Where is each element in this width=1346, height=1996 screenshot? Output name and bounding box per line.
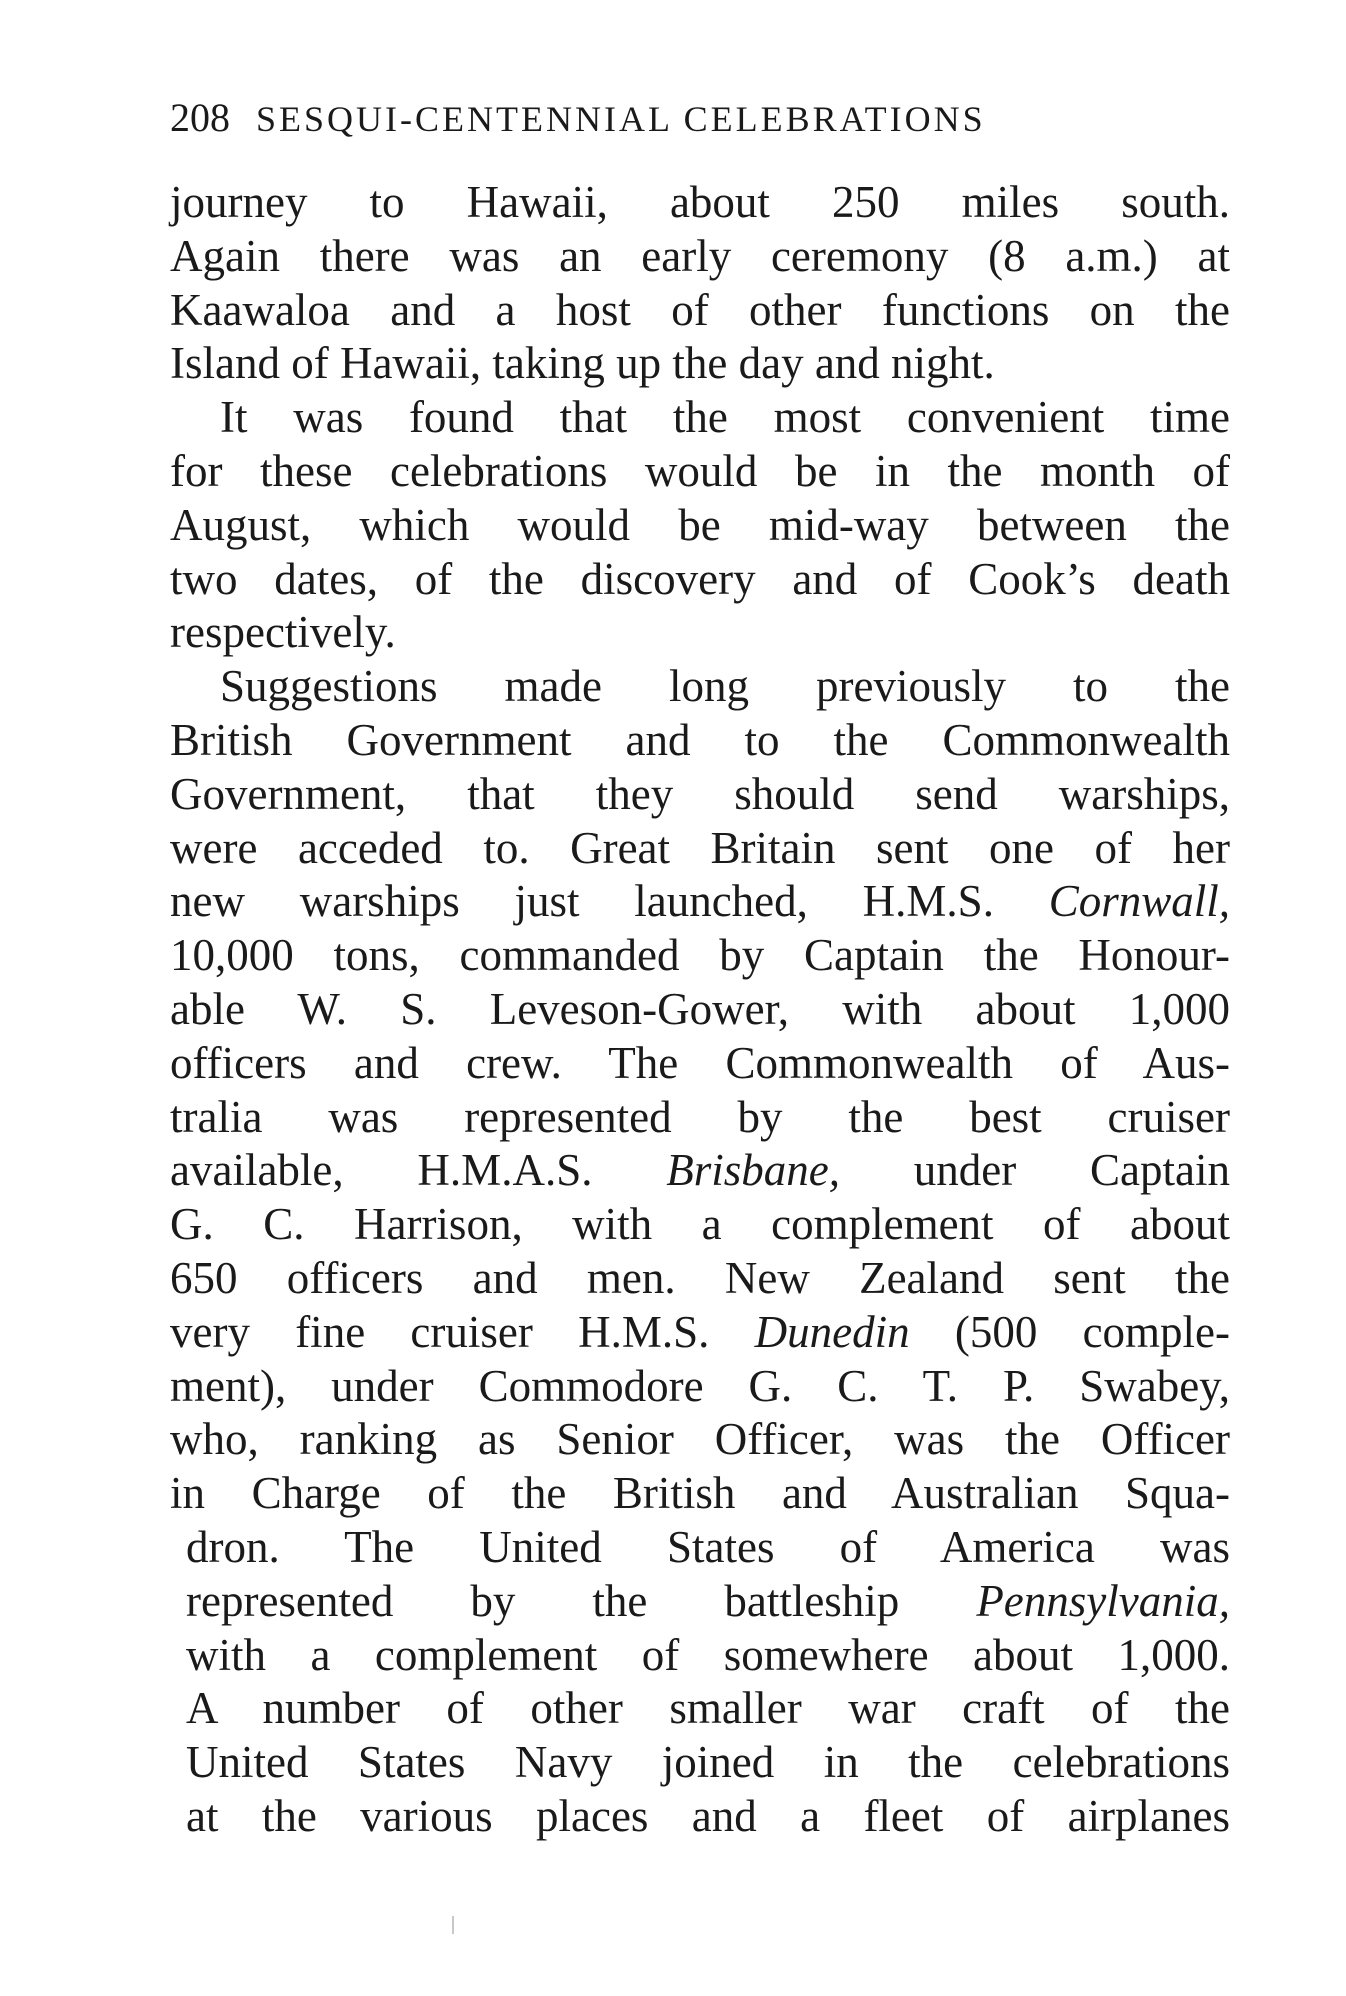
text-line: 650 officers and men. New Zealand sent the: [170, 1252, 1230, 1303]
running-title: SESQUI-CENTENNIAL CELEBRATIONS: [256, 99, 986, 139]
text-line: were acceded to. Great Britain sent one of her: [170, 822, 1230, 873]
text-line: 10,000 tons, commanded by Captain the Honour-: [170, 930, 1230, 981]
text-line-roman: (500 comple-: [909, 1306, 1230, 1357]
text-line: dron. The United States of America was: [186, 1521, 1230, 1572]
paragraph-first-line: Suggestions made long previously to the: [220, 661, 1230, 712]
text-line: who, ranking as Senior Officer, was the Officer: [170, 1414, 1230, 1465]
text-line: United States Navy joined in the celebrations: [186, 1737, 1230, 1788]
text-line: ment), under Commodore G. C. T. P. Swabey,: [170, 1360, 1230, 1411]
text-line: officers and crew. The Commonwealth of Aus-: [170, 1037, 1230, 1088]
text-line-roman: represented by the battleship: [186, 1575, 977, 1626]
body-text: [170, 176, 1230, 1844]
text-line: [170, 1144, 1230, 1198]
page-number: 208: [170, 95, 230, 140]
text-line: [170, 1306, 1230, 1360]
ship-name-italic: Brisbane,: [666, 1145, 840, 1196]
ship-name-italic: Dunedin: [754, 1306, 910, 1357]
text-line: [170, 1575, 1230, 1629]
text-line: with a complement of somewhere about 1,000.: [186, 1629, 1230, 1680]
paragraph-first-line: It was found that the most convenient time: [220, 392, 1230, 443]
print-mark: [452, 1916, 454, 1934]
text-line-roman: very fine cruiser H.M.S.: [170, 1306, 755, 1357]
text-line: August, which would be mid-way between the: [170, 499, 1230, 550]
text-line-roman: under Captain: [840, 1145, 1230, 1196]
text-line: two dates, of the discovery and of Cook’s death: [170, 553, 1230, 604]
text-line: respectively.: [170, 607, 396, 658]
text-line: G. C. Harrison, with a complement of about: [170, 1199, 1230, 1250]
running-head: [170, 94, 1230, 141]
ship-name-italic: Cornwall,: [1048, 876, 1230, 927]
text-line: [170, 875, 1230, 929]
text-line: for these celebrations would be in the month of: [170, 445, 1230, 496]
text-line-roman: new warships just launched, H.M.S.: [170, 876, 1049, 927]
text-line: at the various places and a fleet of airplanes: [186, 1790, 1230, 1841]
ship-name-italic: Pennsylvania,: [976, 1575, 1230, 1626]
text-line: British Government and to the Commonwealth: [170, 714, 1230, 765]
text-line: able W. S. Leveson-Gower, with about 1,000: [170, 983, 1230, 1034]
text-line: Island of Hawaii, taking up the day and night.: [170, 338, 995, 389]
text-line: Again there was an early ceremony (8 a.m.) at: [170, 230, 1230, 281]
text-line: Kaawaloa and a host of other functions on the: [170, 284, 1230, 335]
text-line: A number of other smaller war craft of the: [186, 1683, 1230, 1734]
text-line: in Charge of the British and Australian Squa-: [170, 1468, 1230, 1519]
text-line: journey to Hawaii, about 250 miles south.: [170, 177, 1230, 227]
text-line: Government, that they should send warships,: [170, 768, 1230, 819]
text-line-roman: available, H.M.A.S.: [170, 1145, 667, 1196]
text-line: tralia was represented by the best cruiser: [170, 1091, 1230, 1142]
